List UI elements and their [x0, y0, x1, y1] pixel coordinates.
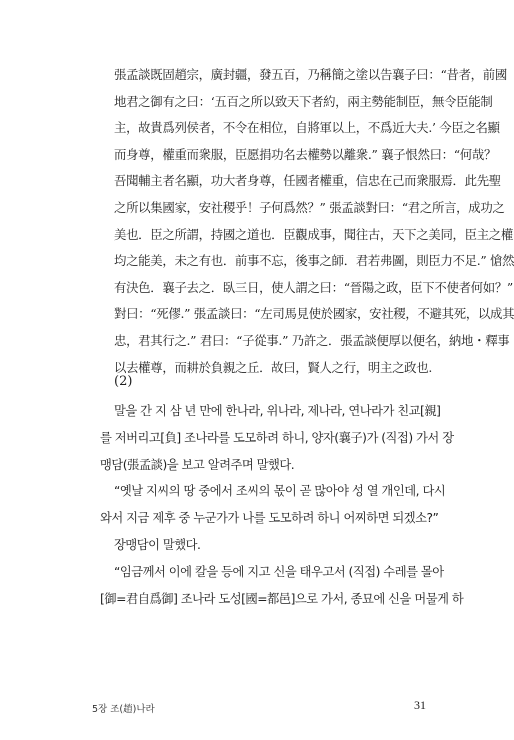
text-line: 而身尊，權重而衆服，臣愿捐功名去權勢以離衆.” 襄子恨然曰：“何哉？ — [114, 146, 497, 162]
text-line: [御=君自爲御] 조나라 도성[國=都邑]으로 가서, 종묘에 신을 머물게 하 — [100, 591, 464, 606]
text-line: 를 저버리고[負] 조나라를 도모하려 하니, 양자(襄子)가 (직접) 가서 장 — [100, 430, 454, 445]
korean-translation — [100, 398, 464, 612]
text-line: “임금께서 이에 칼을 등에 지고 신을 태우고서 (직접) 수레를 몰아 — [114, 564, 444, 579]
text-line: 主，故貴爲列侯者，不令在相位，自將軍以上，不爲近大夫.’ 今臣之名顯 — [114, 120, 500, 136]
text-line: “옛날 지씨의 땅 중에서 조씨의 몫이 곧 많아야 성 열 개인데, 다시 — [114, 484, 446, 499]
classical-chinese-text — [114, 62, 514, 381]
text-line: 장맹담이 말했다. — [114, 537, 201, 552]
text-line: 張孟談既固趙宗，廣封疆，發五百，乃稱簡之塗以告襄子曰：“昔者，前國 — [114, 67, 507, 82]
section-number: (2) — [114, 374, 133, 389]
text-line: 均之能美，未之有也．前事不忘，後事之師．君若弗圖，則臣力不足.” 愴然 — [114, 253, 514, 269]
running-footer-chapter: 5장 조(趙)나라 — [92, 704, 155, 715]
text-line: 忠，君其行之.” 君曰：“子從事.” 乃許之．張孟談便厚以便名，納地・釋事 — [114, 332, 510, 348]
text-line: 之所以集國家，安社稷乎！子何爲然？” 張孟談對曰：“君之所言，成功之 — [114, 199, 505, 215]
text-line: 와서 지금 제후 중 누군가가 나를 도모하려 하니 어찌하면 되겠소?” — [100, 511, 439, 526]
text-line: 地君之御有之曰：‘五百之所以致天下者約，兩主勢能制臣，無令臣能制 — [114, 93, 493, 109]
text-line: 有決色．襄子去之．臥三日，使人謂之曰：“晉陽之政，臣下不使者何如？” — [114, 279, 513, 295]
text-line: 말을 간 지 삼 년 만에 한나라, 위나라, 제나라, 연나라가 친교[親] — [114, 404, 441, 418]
text-line: 맹담(張孟談)을 보고 알려주며 말했다. — [100, 457, 295, 472]
text-line: 對曰：“死僇.” 張孟談曰：“左司馬見使於國家，安社稷，不避其死，以成其 — [114, 306, 514, 322]
page-number: 31 — [414, 698, 426, 712]
text-line: 以去權尊，而耕於負親之丘．故曰，賢人之行，明主之政也. — [114, 359, 432, 375]
text-line: 吾聞輔主者名顯，功大者身尊，任國者權重，信忠在己而衆服焉．此先聖 — [114, 173, 501, 189]
text-line: 美也．臣之所謂，持國之道也．臣觀成事，聞往古，天下之美同，臣主之權 — [114, 226, 513, 242]
